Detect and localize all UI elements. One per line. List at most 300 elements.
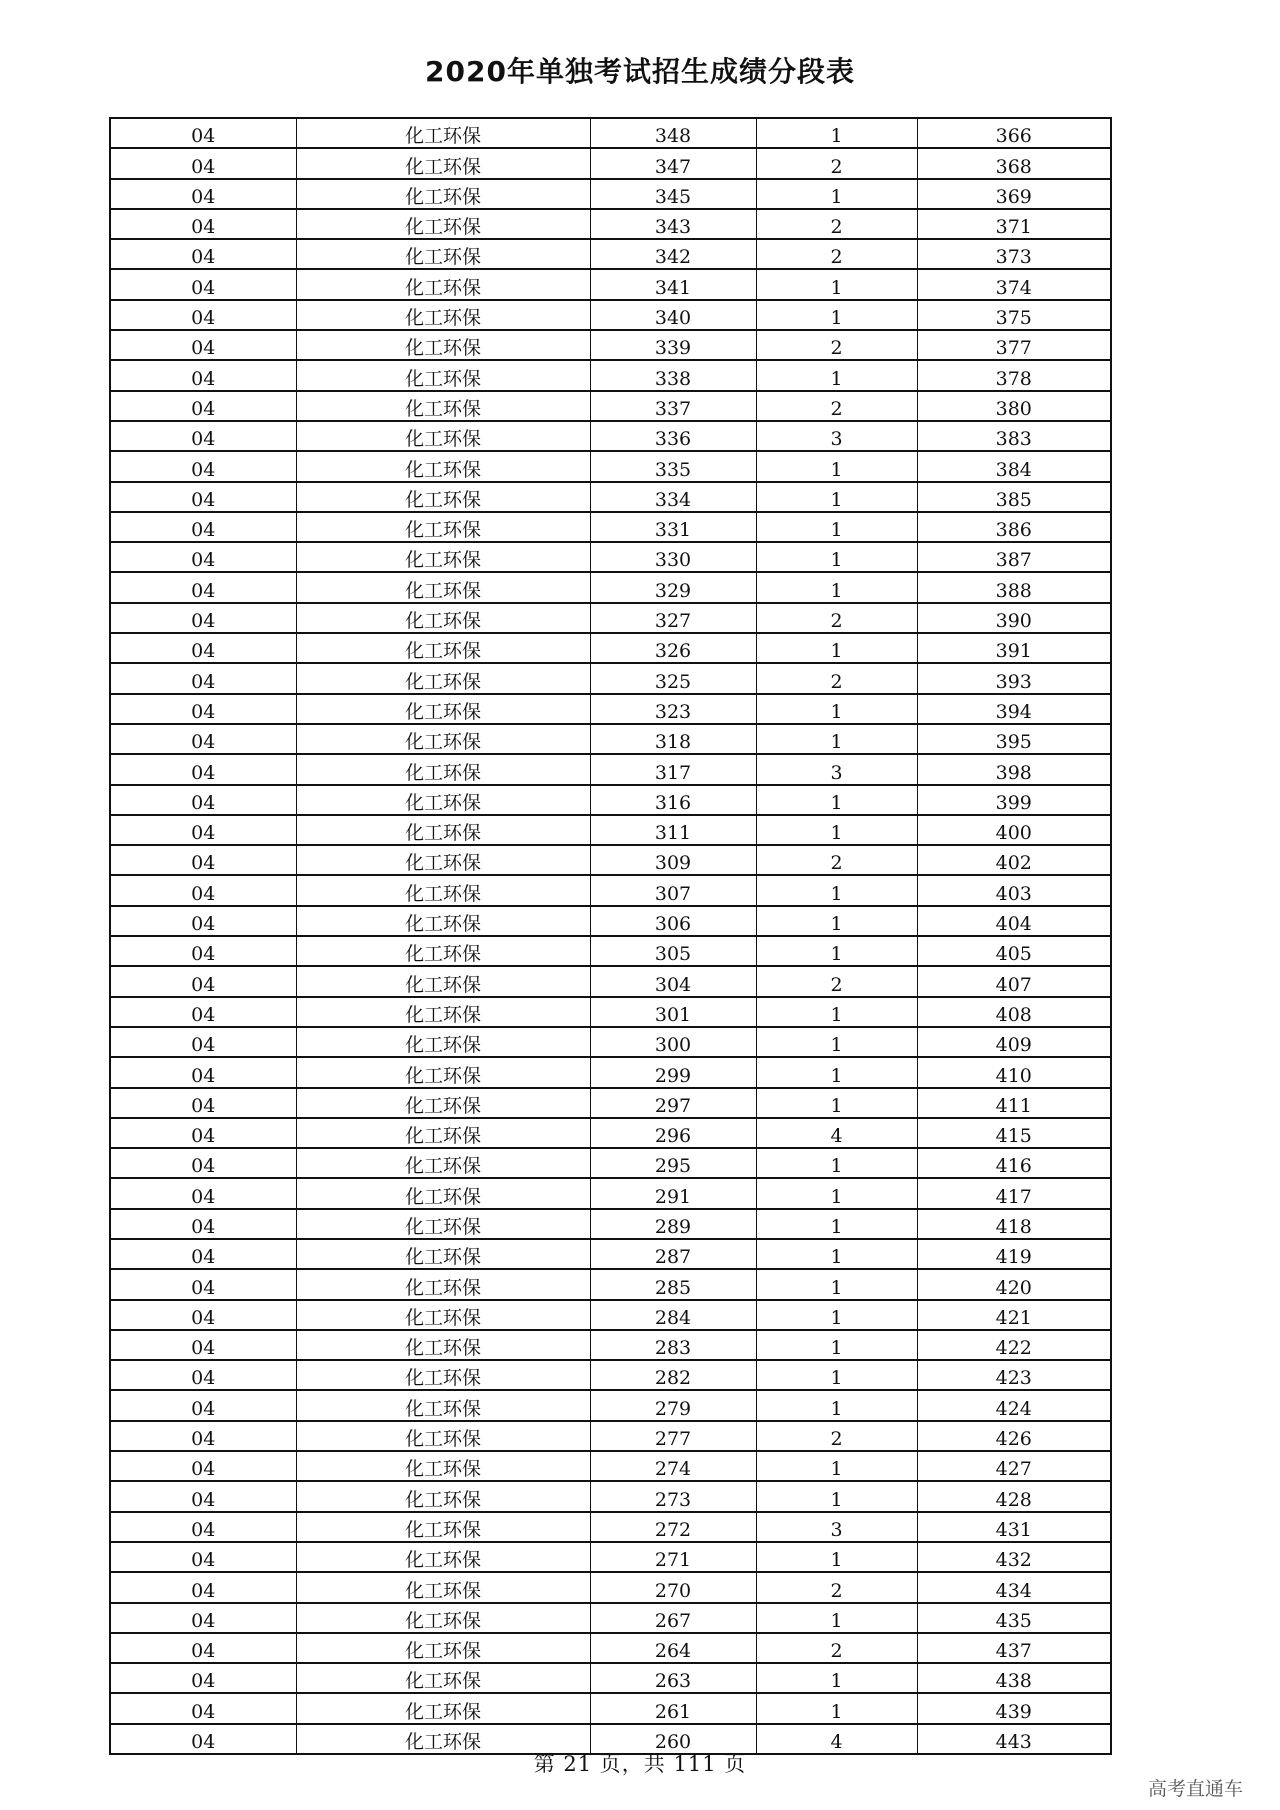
table-row: [110, 1118, 1111, 1148]
count-cell: 1: [756, 875, 917, 905]
cumulative-count-cell: 404: [917, 906, 1111, 936]
page-number: 第 21 页，共 111 页: [533, 1752, 747, 1776]
score-cell: 264: [590, 1633, 756, 1663]
category-code-cell: 04: [110, 118, 296, 148]
table-row: [110, 1300, 1111, 1330]
cumulative-count-cell: 405: [917, 936, 1111, 966]
cumulative-count-cell: 369: [917, 179, 1111, 209]
count-cell: 1: [756, 1390, 917, 1420]
cumulative-count-cell: 399: [917, 785, 1111, 815]
score-cell: 297: [590, 1088, 756, 1118]
cumulative-count-cell: 371: [917, 209, 1111, 239]
cumulative-count-cell: 393: [917, 663, 1111, 693]
count-cell: 2: [756, 603, 917, 633]
score-cell: 316: [590, 785, 756, 815]
table-row: [110, 512, 1111, 542]
major-name-cell: 化工环保: [296, 845, 590, 875]
major-name-cell: 化工环保: [296, 1724, 590, 1754]
cumulative-count-cell: 408: [917, 997, 1111, 1027]
cumulative-count-cell: 373: [917, 239, 1111, 269]
major-name-cell: 化工环保: [296, 997, 590, 1027]
score-distribution-table: [109, 117, 1112, 1755]
table-row: [110, 1027, 1111, 1057]
table-row: [110, 300, 1111, 330]
cumulative-count-cell: 410: [917, 1057, 1111, 1087]
category-code-cell: 04: [110, 1209, 296, 1239]
table-row: [110, 179, 1111, 209]
table-row: [110, 209, 1111, 239]
category-code-cell: 04: [110, 330, 296, 360]
major-name-cell: 化工环保: [296, 269, 590, 299]
category-code-cell: 04: [110, 785, 296, 815]
count-cell: 1: [756, 1027, 917, 1057]
table-row: [110, 1269, 1111, 1299]
category-code-cell: 04: [110, 360, 296, 390]
count-cell: 1: [756, 936, 917, 966]
count-cell: 4: [756, 1118, 917, 1148]
score-cell: 337: [590, 391, 756, 421]
cumulative-count-cell: 438: [917, 1663, 1111, 1693]
category-code-cell: 04: [110, 1724, 296, 1754]
major-name-cell: 化工环保: [296, 1027, 590, 1057]
count-cell: 1: [756, 906, 917, 936]
score-cell: 285: [590, 1269, 756, 1299]
cumulative-count-cell: 423: [917, 1360, 1111, 1390]
cumulative-count-cell: 378: [917, 360, 1111, 390]
major-name-cell: 化工环保: [296, 421, 590, 451]
count-cell: 1: [756, 724, 917, 754]
cumulative-count-cell: 384: [917, 451, 1111, 481]
category-code-cell: 04: [110, 694, 296, 724]
cumulative-count-cell: 419: [917, 1239, 1111, 1269]
table-row: [110, 239, 1111, 269]
major-name-cell: 化工环保: [296, 391, 590, 421]
table-row: [110, 1057, 1111, 1087]
score-cell: 283: [590, 1330, 756, 1360]
table-row: [110, 1663, 1111, 1693]
major-name-cell: 化工环保: [296, 785, 590, 815]
table-row: [110, 633, 1111, 663]
cumulative-count-cell: 387: [917, 542, 1111, 572]
count-cell: 1: [756, 997, 917, 1027]
category-code-cell: 04: [110, 966, 296, 996]
major-name-cell: 化工环保: [296, 1390, 590, 1420]
category-code-cell: 04: [110, 1451, 296, 1481]
count-cell: 1: [756, 1481, 917, 1511]
category-code-cell: 04: [110, 1693, 296, 1723]
table-row: [110, 542, 1111, 572]
count-cell: 1: [756, 1693, 917, 1723]
category-code-cell: 04: [110, 269, 296, 299]
count-cell: 1: [756, 1209, 917, 1239]
table-row: [110, 1693, 1111, 1723]
count-cell: 1: [756, 1057, 917, 1087]
table-row: [110, 966, 1111, 996]
score-cell: 277: [590, 1421, 756, 1451]
count-cell: 2: [756, 209, 917, 239]
table-row: [110, 936, 1111, 966]
major-name-cell: 化工环保: [296, 1663, 590, 1693]
table-row: [110, 269, 1111, 299]
cumulative-count-cell: 434: [917, 1572, 1111, 1602]
category-code-cell: 04: [110, 148, 296, 178]
cumulative-count-cell: 380: [917, 391, 1111, 421]
major-name-cell: 化工环保: [296, 1542, 590, 1572]
table-row: [110, 663, 1111, 693]
score-cell: 271: [590, 1542, 756, 1572]
cumulative-count-cell: 394: [917, 694, 1111, 724]
score-cell: 306: [590, 906, 756, 936]
table-row: [110, 1481, 1111, 1511]
count-cell: 2: [756, 1421, 917, 1451]
table-row: [110, 1542, 1111, 1572]
major-name-cell: 化工环保: [296, 1088, 590, 1118]
cumulative-count-cell: 375: [917, 300, 1111, 330]
cumulative-count-cell: 390: [917, 603, 1111, 633]
cumulative-count-cell: 391: [917, 633, 1111, 663]
count-cell: 1: [756, 1330, 917, 1360]
score-cell: 345: [590, 179, 756, 209]
cumulative-count-cell: 377: [917, 330, 1111, 360]
major-name-cell: 化工环保: [296, 694, 590, 724]
major-name-cell: 化工环保: [296, 1269, 590, 1299]
score-cell: 339: [590, 330, 756, 360]
category-code-cell: 04: [110, 300, 296, 330]
category-code-cell: 04: [110, 1088, 296, 1118]
major-name-cell: 化工环保: [296, 148, 590, 178]
score-cell: 338: [590, 360, 756, 390]
major-name-cell: 化工环保: [296, 300, 590, 330]
category-code-cell: 04: [110, 542, 296, 572]
count-cell: 2: [756, 1572, 917, 1602]
cumulative-count-cell: 417: [917, 1178, 1111, 1208]
table-row: [110, 1178, 1111, 1208]
major-name-cell: 化工环保: [296, 1148, 590, 1178]
score-cell: 260: [590, 1724, 756, 1754]
score-cell: 261: [590, 1693, 756, 1723]
major-name-cell: 化工环保: [296, 1118, 590, 1148]
category-code-cell: 04: [110, 1481, 296, 1511]
cumulative-count-cell: 374: [917, 269, 1111, 299]
category-code-cell: 04: [110, 1239, 296, 1269]
major-name-cell: 化工环保: [296, 875, 590, 905]
count-cell: 2: [756, 1633, 917, 1663]
table-row: [110, 724, 1111, 754]
count-cell: 2: [756, 966, 917, 996]
category-code-cell: 04: [110, 1663, 296, 1693]
count-cell: 1: [756, 451, 917, 481]
count-cell: 3: [756, 1512, 917, 1542]
major-name-cell: 化工环保: [296, 542, 590, 572]
cumulative-count-cell: 418: [917, 1209, 1111, 1239]
cumulative-count-cell: 415: [917, 1118, 1111, 1148]
count-cell: 1: [756, 1269, 917, 1299]
major-name-cell: 化工环保: [296, 633, 590, 663]
major-name-cell: 化工环保: [296, 572, 590, 602]
score-cell: 273: [590, 1481, 756, 1511]
table-row: [110, 1360, 1111, 1390]
cumulative-count-cell: 385: [917, 482, 1111, 512]
cumulative-count-cell: 395: [917, 724, 1111, 754]
major-name-cell: 化工环保: [296, 603, 590, 633]
count-cell: 1: [756, 1178, 917, 1208]
count-cell: 1: [756, 1542, 917, 1572]
cumulative-count-cell: 407: [917, 966, 1111, 996]
count-cell: 1: [756, 694, 917, 724]
count-cell: 1: [756, 1451, 917, 1481]
count-cell: 2: [756, 391, 917, 421]
score-cell: 279: [590, 1390, 756, 1420]
category-code-cell: 04: [110, 1300, 296, 1330]
score-cell: 301: [590, 997, 756, 1027]
table-row: [110, 1451, 1111, 1481]
score-cell: 282: [590, 1360, 756, 1390]
category-code-cell: 04: [110, 1178, 296, 1208]
score-cell: 270: [590, 1572, 756, 1602]
count-cell: 2: [756, 148, 917, 178]
score-cell: 284: [590, 1300, 756, 1330]
table-body: [110, 118, 1111, 1754]
major-name-cell: 化工环保: [296, 1633, 590, 1663]
score-cell: 305: [590, 936, 756, 966]
cumulative-count-cell: 403: [917, 875, 1111, 905]
cumulative-count-cell: 383: [917, 421, 1111, 451]
cumulative-count-cell: 368: [917, 148, 1111, 178]
watermark-text: 高考直通车: [1148, 1778, 1244, 1800]
table-row: [110, 1390, 1111, 1420]
major-name-cell: 化工环保: [296, 1572, 590, 1602]
major-name-cell: 化工环保: [296, 966, 590, 996]
category-code-cell: 04: [110, 1390, 296, 1420]
cumulative-count-cell: 402: [917, 845, 1111, 875]
score-cell: 309: [590, 845, 756, 875]
category-code-cell: 04: [110, 1633, 296, 1663]
score-cell: 289: [590, 1209, 756, 1239]
score-cell: 341: [590, 269, 756, 299]
score-cell: 336: [590, 421, 756, 451]
score-cell: 334: [590, 482, 756, 512]
cumulative-count-cell: 427: [917, 1451, 1111, 1481]
score-cell: 335: [590, 451, 756, 481]
category-code-cell: 04: [110, 451, 296, 481]
score-cell: 323: [590, 694, 756, 724]
cumulative-count-cell: 421: [917, 1300, 1111, 1330]
major-name-cell: 化工环保: [296, 1481, 590, 1511]
count-cell: 1: [756, 542, 917, 572]
table-row: [110, 1088, 1111, 1118]
table-row: [110, 1209, 1111, 1239]
count-cell: 2: [756, 239, 917, 269]
category-code-cell: 04: [110, 421, 296, 451]
category-code-cell: 04: [110, 1512, 296, 1542]
cumulative-count-cell: 435: [917, 1603, 1111, 1633]
table-row: [110, 1603, 1111, 1633]
major-name-cell: 化工环保: [296, 118, 590, 148]
score-cell: 342: [590, 239, 756, 269]
count-cell: 1: [756, 785, 917, 815]
score-cell: 287: [590, 1239, 756, 1269]
cumulative-count-cell: 400: [917, 815, 1111, 845]
count-cell: 1: [756, 179, 917, 209]
cumulative-count-cell: 409: [917, 1027, 1111, 1057]
major-name-cell: 化工环保: [296, 1451, 590, 1481]
score-cell: 318: [590, 724, 756, 754]
score-cell: 317: [590, 754, 756, 784]
table-row: [110, 360, 1111, 390]
count-cell: 1: [756, 482, 917, 512]
score-cell: 263: [590, 1663, 756, 1693]
count-cell: 2: [756, 845, 917, 875]
count-cell: 3: [756, 754, 917, 784]
major-name-cell: 化工环保: [296, 1178, 590, 1208]
cumulative-count-cell: 420: [917, 1269, 1111, 1299]
count-cell: 1: [756, 815, 917, 845]
score-cell: 307: [590, 875, 756, 905]
cumulative-count-cell: 416: [917, 1148, 1111, 1178]
category-code-cell: 04: [110, 1269, 296, 1299]
score-cell: 299: [590, 1057, 756, 1087]
table-row: [110, 482, 1111, 512]
category-code-cell: 04: [110, 845, 296, 875]
category-code-cell: 04: [110, 724, 296, 754]
score-cell: 348: [590, 118, 756, 148]
major-name-cell: 化工环保: [296, 451, 590, 481]
score-cell: 296: [590, 1118, 756, 1148]
major-name-cell: 化工环保: [296, 906, 590, 936]
category-code-cell: 04: [110, 906, 296, 936]
cumulative-count-cell: 439: [917, 1693, 1111, 1723]
category-code-cell: 04: [110, 1360, 296, 1390]
score-cell: 329: [590, 572, 756, 602]
category-code-cell: 04: [110, 1542, 296, 1572]
major-name-cell: 化工环保: [296, 1300, 590, 1330]
table-row: [110, 845, 1111, 875]
table-row: [110, 694, 1111, 724]
count-cell: 2: [756, 330, 917, 360]
score-cell: 304: [590, 966, 756, 996]
count-cell: 1: [756, 269, 917, 299]
major-name-cell: 化工环保: [296, 209, 590, 239]
table-row: [110, 421, 1111, 451]
score-cell: 267: [590, 1603, 756, 1633]
cumulative-count-cell: 366: [917, 118, 1111, 148]
table-row: [110, 451, 1111, 481]
cumulative-count-cell: 424: [917, 1390, 1111, 1420]
major-name-cell: 化工环保: [296, 1693, 590, 1723]
cumulative-count-cell: 398: [917, 754, 1111, 784]
count-cell: 3: [756, 421, 917, 451]
count-cell: 1: [756, 300, 917, 330]
category-code-cell: 04: [110, 1572, 296, 1602]
score-cell: 272: [590, 1512, 756, 1542]
category-code-cell: 04: [110, 482, 296, 512]
table-row: [110, 1330, 1111, 1360]
major-name-cell: 化工环保: [296, 512, 590, 542]
category-code-cell: 04: [110, 1057, 296, 1087]
score-cell: 300: [590, 1027, 756, 1057]
table-row: [110, 815, 1111, 845]
table-row: [110, 572, 1111, 602]
cumulative-count-cell: 428: [917, 1481, 1111, 1511]
category-code-cell: 04: [110, 754, 296, 784]
count-cell: 1: [756, 1148, 917, 1178]
major-name-cell: 化工环保: [296, 482, 590, 512]
major-name-cell: 化工环保: [296, 239, 590, 269]
score-cell: 340: [590, 300, 756, 330]
major-name-cell: 化工环保: [296, 1603, 590, 1633]
category-code-cell: 04: [110, 875, 296, 905]
score-cell: 330: [590, 542, 756, 572]
table-row: [110, 1512, 1111, 1542]
count-cell: 1: [756, 1663, 917, 1693]
table-row: [110, 1148, 1111, 1178]
count-cell: 1: [756, 1360, 917, 1390]
count-cell: 1: [756, 118, 917, 148]
table-row: [110, 391, 1111, 421]
category-code-cell: 04: [110, 239, 296, 269]
category-code-cell: 04: [110, 391, 296, 421]
count-cell: 1: [756, 633, 917, 663]
category-code-cell: 04: [110, 1148, 296, 1178]
table-row: [110, 1572, 1111, 1602]
cumulative-count-cell: 426: [917, 1421, 1111, 1451]
table-row: [110, 1633, 1111, 1663]
score-cell: 274: [590, 1451, 756, 1481]
major-name-cell: 化工环保: [296, 360, 590, 390]
cumulative-count-cell: 422: [917, 1330, 1111, 1360]
major-name-cell: 化工环保: [296, 1057, 590, 1087]
cumulative-count-cell: 388: [917, 572, 1111, 602]
major-name-cell: 化工环保: [296, 754, 590, 784]
table-row: [110, 997, 1111, 1027]
major-name-cell: 化工环保: [296, 936, 590, 966]
cumulative-count-cell: 386: [917, 512, 1111, 542]
score-cell: 295: [590, 1148, 756, 1178]
score-cell: 326: [590, 633, 756, 663]
document-title: 2020年单独考试招生成绩分段表: [425, 55, 855, 88]
cumulative-count-cell: 432: [917, 1542, 1111, 1572]
category-code-cell: 04: [110, 209, 296, 239]
score-cell: 325: [590, 663, 756, 693]
score-cell: 331: [590, 512, 756, 542]
count-cell: 1: [756, 512, 917, 542]
table-row: [110, 1421, 1111, 1451]
major-name-cell: 化工环保: [296, 724, 590, 754]
category-code-cell: 04: [110, 603, 296, 633]
table-row: [110, 875, 1111, 905]
category-code-cell: 04: [110, 512, 296, 542]
table-row: [110, 1239, 1111, 1269]
major-name-cell: 化工环保: [296, 1360, 590, 1390]
major-name-cell: 化工环保: [296, 179, 590, 209]
score-cell: 343: [590, 209, 756, 239]
cumulative-count-cell: 411: [917, 1088, 1111, 1118]
table-row: [110, 754, 1111, 784]
major-name-cell: 化工环保: [296, 1421, 590, 1451]
score-cell: 327: [590, 603, 756, 633]
category-code-cell: 04: [110, 815, 296, 845]
category-code-cell: 04: [110, 572, 296, 602]
count-cell: 1: [756, 1239, 917, 1269]
table-row: [110, 330, 1111, 360]
category-code-cell: 04: [110, 1421, 296, 1451]
category-code-cell: 04: [110, 936, 296, 966]
category-code-cell: 04: [110, 1027, 296, 1057]
table-row: [110, 906, 1111, 936]
score-cell: 311: [590, 815, 756, 845]
cumulative-count-cell: 437: [917, 1633, 1111, 1663]
cumulative-count-cell: 431: [917, 1512, 1111, 1542]
